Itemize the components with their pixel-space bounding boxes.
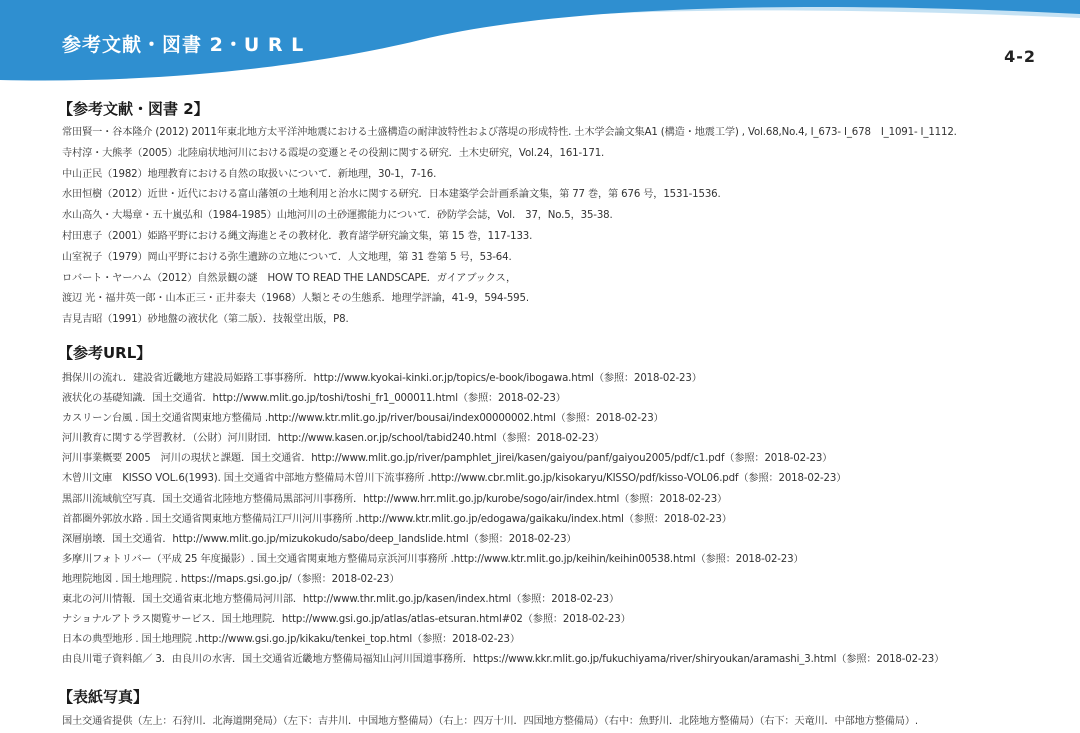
page-number: 4-2 — [1004, 47, 1036, 66]
url-reference-item: 河川事業概要 2005 河川の現状と課題．国土交通省．http://www.mlit.go.jp/river/pamphlet_jirei/kasen/gaiyou/panf/gaiyou2005/pdf/c1.pdf（参照：2018-02-23） — [62, 453, 833, 465]
book-reference-item: 村田恵子（2001）姫路平野における縄文海進とその教材化．教育諸学研究論文集，第 15 巻，117-133. — [62, 230, 533, 242]
book-reference-item: 水山高久・大場章・五十嵐弘和（1984-1985）山地河川の土砂運搬能力について．砂防学会誌，Vol. 37，No.5，35-38. — [62, 210, 613, 222]
url-reference-list — [62, 369, 944, 670]
url-reference-item: 多摩川フォトリバー（平成 25 年度撮影）. 国土交通省関東地方整備局京浜河川事務所 .http://www.ktr.mlit.go.jp/keihin/keihin00538.html（参照：2018-02-23） — [62, 553, 804, 565]
url-reference-item: カスリーン台風 . 国土交通省関東地方整備局 .http://www.ktr.mlit.go.jp/river/bousai/index00000002.html（参照：2018-02-23） — [62, 413, 664, 425]
url-reference-item: 揖保川の流れ．建設省近畿地方建設局姫路工事事務所．http://www.kyokai-kinki.or.jp/topics/e-book/ibogawa.html（参照：2018-02-23） — [62, 373, 702, 384]
url-reference-item: 首都圏外郭放水路 . 国土交通省関東地方整備局江戸川河川事務所 .http://www.ktr.mlit.go.jp/edogawa/gaikaku/index.html（参照：2018-02-23） — [62, 513, 732, 525]
url-reference-item: 東北の河川情報．国土交通省東北地方整備局河川部．http://www.thr.mlit.go.jp/kasen/index.html（参照：2018-02-23） — [62, 594, 619, 606]
cover-photo-credit: 国土交通省提供（左上：石狩川．北海道開発局）（左下：吉井川．中国地方整備局）（右上：四万十川．四国地方整備局）（右中：魚野川．北陸地方整備局）（右下：天竜川．中部地方整備局）. — [62, 716, 918, 727]
url-reference-item: 地理院地図 . 国土地理院 . https://maps.gsi.go.jp/（参照：2018-02-23） — [62, 573, 400, 585]
book-reference-item: 吉見吉昭（1991）砂地盤の液状化（第二版）．技報堂出版，P8. — [62, 314, 349, 326]
book-reference-item: 寺村淳・大熊孝（2005）北陸扇状地河川における霞堤の変遷とその役割に関する研究．土木史研究，Vol.24，161-171. — [62, 147, 605, 159]
books-section-heading: 【参考文献・図書 2】 — [58, 100, 209, 118]
book-reference-item: 渡辺 光・福井英一郎・山本正三・正井泰夫（1968）人類とその生態系．地理学評論，41-9，594-595. — [62, 293, 529, 305]
book-reference-item: ロバート・ヤーハム（2012）自然景観の謎 HOW TO READ THE LANDSCAPE．ガイアブックス， — [62, 272, 517, 284]
book-reference-item: 常田賢一・谷本隆介 (2012) 2011年東北地方太平洋沖地震における土盛構造の耐津波特性および落堤の形成特性. 土木学会論文集A1 (構造・地震工学) , Vol.68,No.4, I_673- I_678 I_1091- I_1112. — [62, 127, 957, 138]
page-title: 参考文献・図書 2・U R L — [62, 34, 305, 56]
url-reference-item: 深層崩壊．国土交通省．http://www.mlit.go.jp/mizukokudo/sabo/deep_landslide.html（参照：2018-02-23） — [62, 533, 577, 545]
url-reference-item: 河川教育に関する学習教材．（公財）河川財団．http://www.kasen.or.jp/school/tabid240.html（参照：2018-02-23） — [62, 433, 605, 445]
book-reference-item: 山室祝子（1979）岡山平野における弥生遺跡の立地について．人文地理，第 31 巻第 5 号，53-64. — [62, 251, 512, 263]
books-reference-list — [62, 123, 957, 331]
book-reference-item: 水田恒樹（2012）近世・近代における富山藩領の土地利用と治水に関する研究．日本建築学会計画系論文集，第 77 巻，第 676 号，1531-1536. — [62, 189, 721, 201]
cover-photo-section-heading: 【表紙写真】 — [58, 688, 149, 706]
url-reference-item: 日本の典型地形 . 国土地理院 .http://www.gsi.go.jp/kikaku/tenkei_top.html（参照：2018-02-23） — [62, 634, 520, 646]
url-reference-item: 黒部川流域航空写真．国土交通省北陸地方整備局黒部河川事務所．http://www.hrr.mlit.go.jp/kurobe/sogo/air/index.html（参照：2018-02-23） — [62, 493, 728, 505]
url-reference-item: 液状化の基礎知識．国土交通省．http://www.mlit.go.jp/toshi/toshi_fr1_000011.html（参照：2018-02-23） — [62, 393, 566, 405]
url-reference-item: ナショナルアトラス閲覧サービス．国土地理院．http://www.gsi.go.jp/atlas/atlas-etsuran.html#02（参照：2018-02-23） — [62, 614, 631, 626]
url-reference-item: 木曾川文庫 KISSO VOL.6(1993). 国土交通省中部地方整備局木曽川下流事務所 .http://www.cbr.mlit.go.jp/kisokaryu/KISSO/pdf/kisso-VOL06.pdf（参照：2018-02-23） — [62, 473, 847, 485]
url-reference-item: 由良川電子資料館／ 3．由良川の水害．国土交通省近畿地方整備局福知山河川国道事務所．https://www.kkr.mlit.go.jp/fukuchiyama/river/shiryoukan/aramashi_3.html（参照：2018-02-23） — [62, 654, 945, 666]
book-reference-item: 中山正民（1982）地理教育における自然の取扱いについて．新地理，30-1，7-16. — [62, 168, 437, 180]
urls-section-heading: 【参考URL】 — [58, 344, 152, 362]
